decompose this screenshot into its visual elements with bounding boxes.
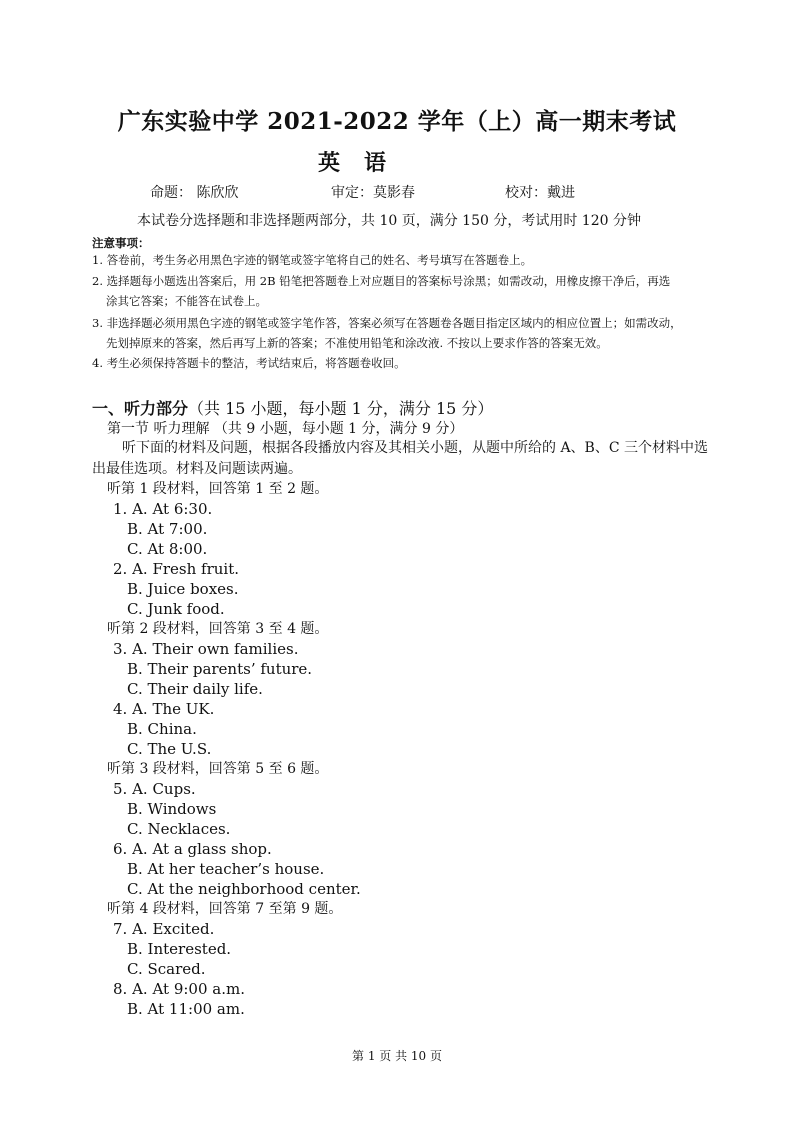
section-title-main: 一、听力部分 [92, 399, 189, 418]
instruction-line: 出最佳选项。材料及问题读两遍。 [92, 461, 302, 477]
section-title [92, 396, 493, 419]
material-heading: 听第 2 段材料，回答第 3 至 4 题。 [107, 621, 329, 637]
question-line: 2. A. Fresh fruit. [113, 560, 240, 578]
question-line: 4. A. The UK. [113, 700, 215, 718]
option-line: C. Necklaces. [127, 820, 231, 838]
note-text: 4. 考生必须保持答题卡的整洁，考试结束后，将答题卷收回。 [92, 356, 406, 370]
note-text: 2. 选择题每小题选出答案后，用 2B 铅笔把答题卷上对应题目的答案标号涂黑；如需改动，用橡皮擦干净后，再选 [92, 274, 671, 288]
note-item [92, 313, 712, 353]
option-line: C. Their daily life. [127, 680, 263, 698]
credit-reviewer: 审定：莫影春 [331, 185, 415, 201]
option-line: B. Windows [127, 800, 217, 818]
note-item [92, 353, 712, 373]
credit-author: 命题： 陈欣欣 [150, 185, 239, 201]
question-line: 7. A. Excited. [113, 920, 215, 938]
option-line: C. The U.S. [127, 740, 212, 758]
note-item [92, 250, 712, 270]
exam-intro: 本试卷分选择题和非选择题两部分，共 10 页，满分 150 分，考试用时 120 分钟 [137, 213, 641, 229]
note-continuation: 涂其它答案；不能答在试卷上。 [106, 294, 267, 308]
option-line: B. Their parents’ future. [127, 660, 313, 678]
note-text: 3. 非选择题必须用黑色字迹的钢笔或签字笔作答，答案必须写在答题卷各题目指定区域内的相应位置上；如需改动， [92, 316, 682, 330]
question-line: 3. A. Their own families. [113, 640, 299, 658]
option-line: B. Interested. [127, 940, 232, 958]
option-line: B. China. [127, 720, 197, 738]
part-title: 第一节 听力理解 （共 9 小题，每小题 1 分，满分 9 分） [107, 421, 464, 437]
section-instruction [92, 438, 712, 480]
option-line: B. At 7:00. [127, 520, 208, 538]
question-line: 8. A. At 9:00 a.m. [113, 980, 245, 998]
subject-title: 英语 [318, 150, 411, 176]
note-item [92, 271, 712, 311]
note-continuation: 先划掉原来的答案，然后再写上新的答案；不准使用铅笔和涂改液. 不按以上要求作答的答案无效。 [106, 336, 608, 350]
option-line: B. At 11:00 am. [127, 1000, 245, 1018]
question-line: 1. A. At 6:30. [113, 500, 213, 518]
notes-title: 注意事项： [92, 236, 150, 250]
option-line: B. At her teacher’s house. [127, 860, 325, 878]
question-line: 5. A. Cups. [113, 780, 196, 798]
page-footer: 第 1 页 共 10 页 [352, 1049, 442, 1063]
option-line: C. At the neighborhood center. [127, 880, 361, 898]
question-line: 6. A. At a glass shop. [113, 840, 272, 858]
note-text: 1. 答卷前，考生务必用黑色字迹的钢笔或签字笔将自己的姓名、考号填写在答题卷上。 [92, 253, 533, 267]
material-heading: 听第 3 段材料，回答第 5 至 6 题。 [107, 761, 329, 777]
option-line: B. Juice boxes. [127, 580, 239, 598]
material-heading: 听第 4 段材料，回答第 7 至第 9 题。 [107, 901, 343, 917]
credit-proofreader: 校对：戴进 [505, 185, 575, 201]
section-title-detail: （共 15 小题，每小题 1 分，满分 15 分） [188, 399, 494, 418]
instruction-line: 听下面的材料及问题，根据各段播放内容及其相关小题，从题中所给的 A、B、C 三个材料中选 [122, 440, 709, 456]
option-line: C. Junk food. [127, 600, 225, 618]
option-line: C. Scared. [127, 960, 206, 978]
exam-title: 广东实验中学 2021-2022 学年（上）高一期末考试 [117, 108, 677, 135]
material-heading: 听第 1 段材料，回答第 1 至 2 题。 [107, 481, 329, 497]
option-line: C. At 8:00. [127, 540, 208, 558]
